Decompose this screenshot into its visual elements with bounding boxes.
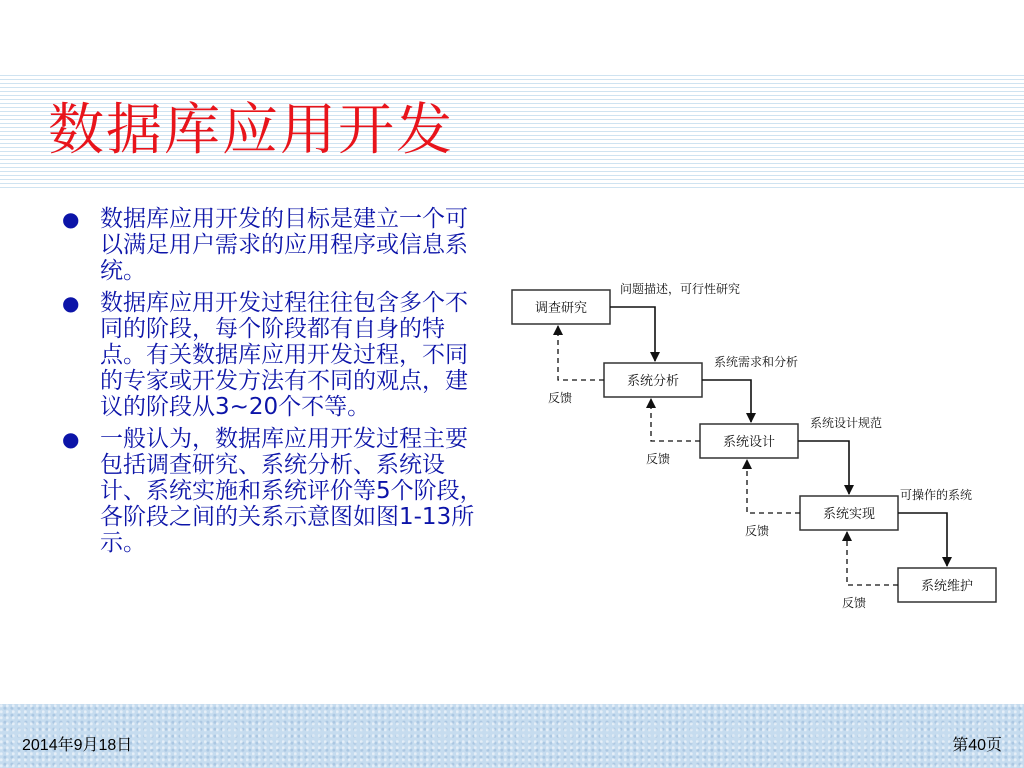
feedback-label: 反馈 xyxy=(548,391,573,405)
development-stages-diagram xyxy=(500,268,1010,628)
stage-label: 系统分析 xyxy=(626,374,680,389)
stage-box-implementation xyxy=(800,496,898,530)
stage-label: 系统实现 xyxy=(822,507,876,522)
footer-date: 2014年9月18日 xyxy=(22,737,133,754)
stage-box-analysis xyxy=(604,363,702,397)
feedback-arrow xyxy=(558,326,604,380)
bullet-list xyxy=(62,206,490,562)
bullet-item xyxy=(62,290,490,420)
bullet-item xyxy=(62,426,490,556)
feedback-label: 反馈 xyxy=(842,596,867,610)
output-label: 系统设计规范 xyxy=(810,416,883,430)
flow-arrow xyxy=(610,307,655,361)
stage-label: 系统维护 xyxy=(920,579,974,594)
flow-arrow xyxy=(798,441,849,494)
bullet-text: 一般认为，数据库应用开发过程主要包括调查研究、系统分析、系统设计、系统实施和系统评价等5个阶段，各阶段之间的关系示意图如图1-13所示。 xyxy=(100,426,483,556)
bullet-dot-icon: ● xyxy=(62,207,80,231)
stage-box-maintenance xyxy=(898,568,996,602)
feedback-label: 反馈 xyxy=(745,524,770,538)
page-number: 第40页 xyxy=(952,737,1002,754)
stage-label: 调查研究 xyxy=(534,301,588,316)
feedback-label: 反馈 xyxy=(646,452,671,466)
stage-box-design xyxy=(700,424,798,458)
output-label: 可操作的系统 xyxy=(900,488,973,502)
feedback-arrow xyxy=(847,532,898,585)
flow-arrow xyxy=(898,513,947,566)
bullet-item xyxy=(62,206,490,284)
bullet-text: 数据库应用开发过程往往包含多个不同的阶段，每个阶段都有自身的特点。有关数据库应用开发过程，不同的专家或开发方法有不同的观点，建议的阶段从3~20个不等。 xyxy=(100,290,468,420)
feedback-arrow xyxy=(747,460,800,513)
bullet-dot-icon: ● xyxy=(62,427,80,451)
slide-title: 数据库应用开发 xyxy=(48,98,454,163)
output-label: 问题描述，可行性研究 xyxy=(620,282,741,296)
flow-arrow xyxy=(702,380,751,422)
bullet-dot-icon: ● xyxy=(62,291,80,315)
stage-label: 系统设计 xyxy=(722,435,776,450)
feedback-arrow xyxy=(651,399,700,441)
output-label: 系统需求和分析 xyxy=(714,355,799,369)
bullet-text: 数据库应用开发的目标是建立一个可以满足用户需求的应用程序或信息系统。 xyxy=(100,206,468,284)
stage-box-investigation xyxy=(512,290,610,324)
footer-band xyxy=(0,704,1024,768)
